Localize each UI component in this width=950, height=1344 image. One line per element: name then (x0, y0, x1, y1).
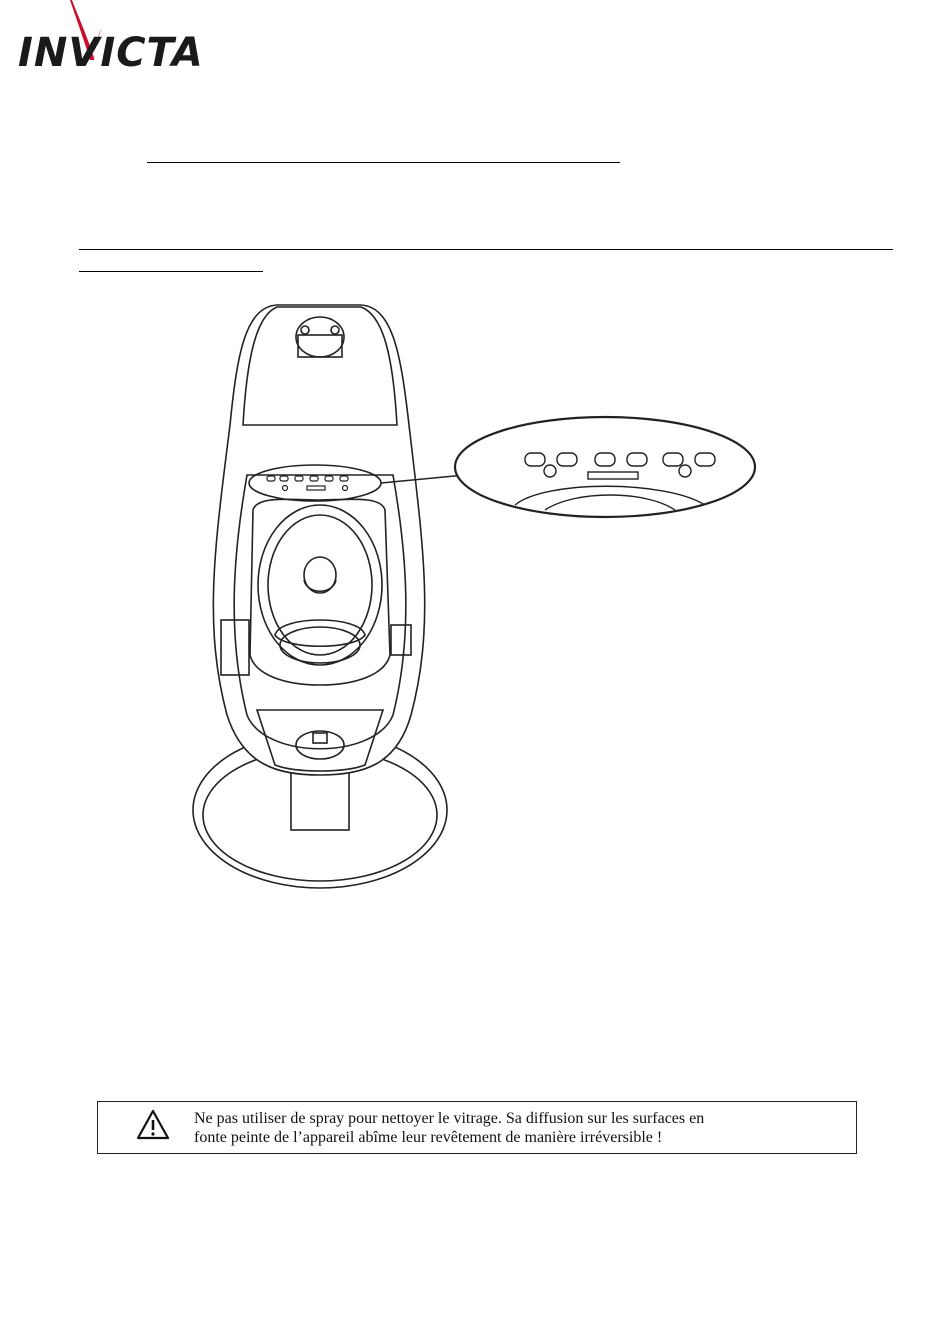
invicta-logo (18, 0, 238, 78)
warning-triangle-icon (136, 1108, 170, 1142)
heading-underline (147, 162, 620, 163)
stove-drawing (185, 295, 775, 905)
warning-box (97, 1101, 857, 1154)
section-rule (79, 249, 893, 250)
warning-line-2: fonte peinte de l’appareil abîme leur revêtement de manière irréversible ! (194, 1129, 663, 1146)
section-rule-short (79, 271, 263, 272)
logo-text: INVICTA (18, 30, 204, 76)
warning-line-1: Ne pas utiliser de spray pour nettoyer le vitrage. Sa diffusion sur les surfaces en (194, 1110, 705, 1127)
warning-text (194, 1109, 844, 1147)
